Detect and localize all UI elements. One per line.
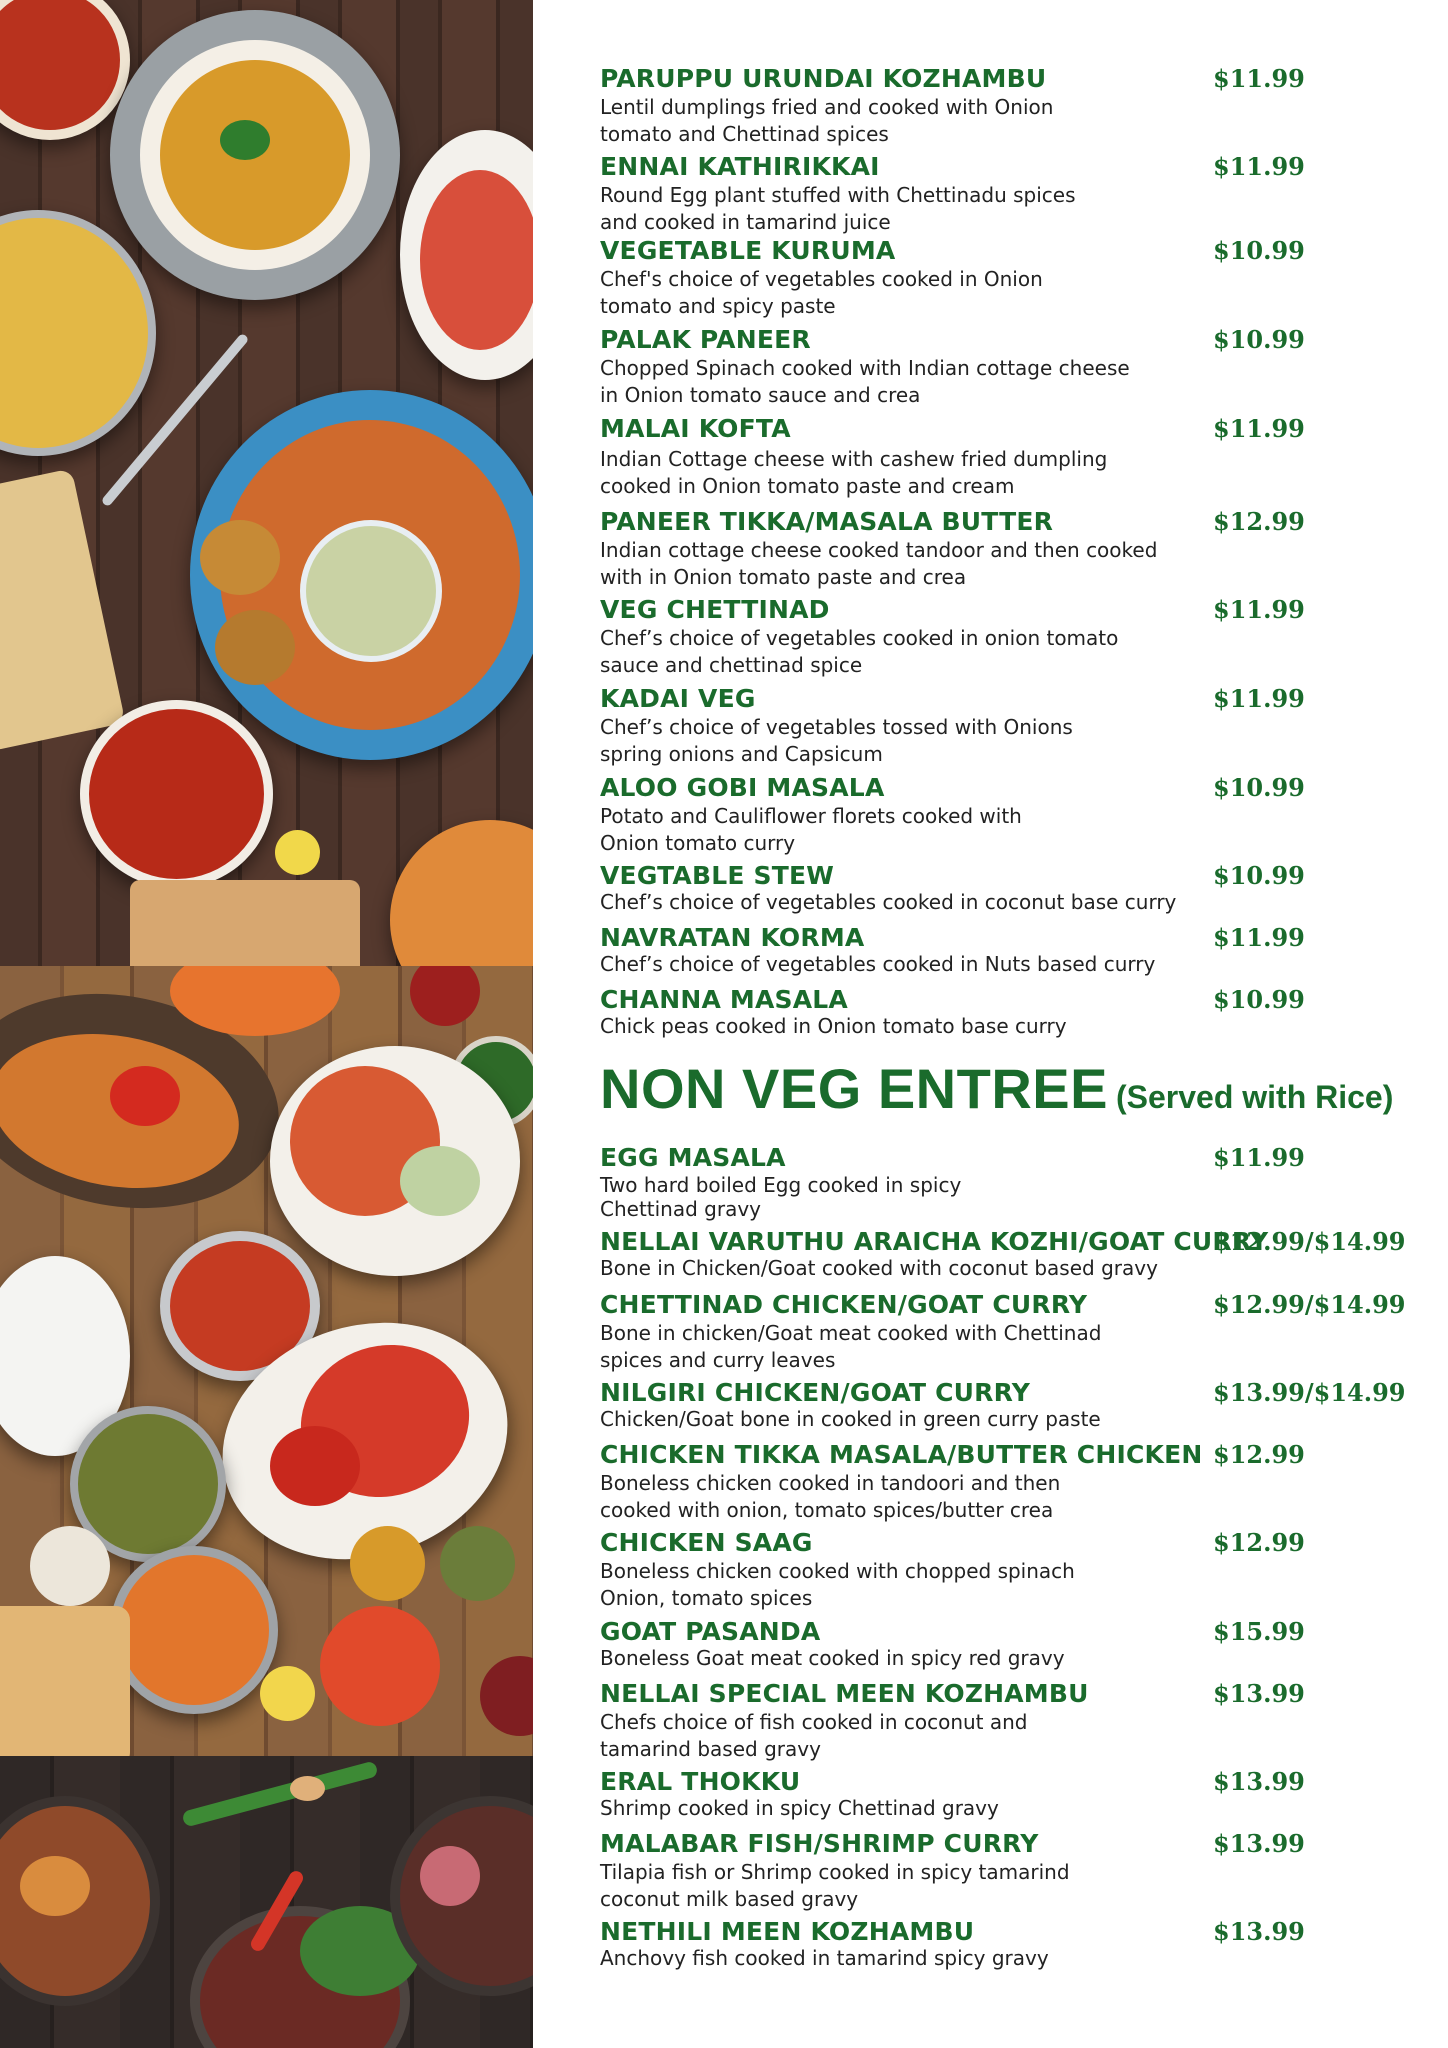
- item-description: Chicken/Goat bone in cooked in green curry paste: [600, 1407, 1101, 1431]
- item-name: PALAK PANEER: [600, 325, 811, 354]
- item-price: $11.99: [1213, 684, 1305, 713]
- item-name: NILGIRI CHICKEN/GOAT CURRY: [600, 1378, 1031, 1407]
- item-description: Bone in Chicken/Goat cooked with coconut based gravy: [600, 1256, 1158, 1280]
- item-price: $11.99: [1213, 923, 1305, 952]
- item-price: $11.99: [1213, 64, 1305, 93]
- item-price: $15.99: [1213, 1617, 1305, 1646]
- item-description: Indian cottage cheese cooked tandoor and then cooked with in Onion tomato paste and crea: [600, 538, 1158, 589]
- item-price: $10.99: [1213, 985, 1305, 1014]
- item-description: Potato and Cauliflower florets cooked with Onion tomato curry: [600, 804, 1022, 855]
- item-name: ENNAI KATHIRIKKAI: [600, 152, 880, 181]
- item-name: NETHILI MEEN KOZHAMBU: [600, 1917, 975, 1946]
- item-name: GOAT PASANDA: [600, 1617, 821, 1646]
- item-description: Chef’s choice of vegetables cooked in onion tomato sauce and chettinad spice: [600, 626, 1119, 677]
- item-name: NAVRATAN KORMA: [600, 923, 865, 952]
- item-price: $10.99: [1213, 861, 1305, 890]
- menu-column: [600, 0, 1406, 2048]
- item-name: MALAI KOFTA: [600, 414, 791, 443]
- item-price: $13.99: [1213, 1679, 1305, 1708]
- item-name: VEG CHETTINAD: [600, 595, 830, 624]
- item-name: ERAL THOKKU: [600, 1767, 801, 1796]
- item-price: $11.99: [1213, 152, 1305, 181]
- food-photo-bottom: [0, 1756, 533, 2048]
- item-description: Chef's choice of vegetables cooked in Onion tomato and spicy paste: [600, 267, 1043, 318]
- section-title: NON VEG ENTREE: [600, 1057, 1108, 1120]
- item-price: $11.99: [1213, 414, 1305, 443]
- item-price: $12.99: [1213, 1528, 1305, 1557]
- item-name: EGG MASALA: [600, 1143, 786, 1172]
- item-name: NELLAI SPECIAL MEEN KOZHAMBU: [600, 1679, 1089, 1708]
- item-name: CHICKEN SAAG: [600, 1528, 813, 1557]
- item-price: $11.99: [1213, 595, 1305, 624]
- item-name: KADAI VEG: [600, 684, 756, 713]
- item-price: $13.99: [1213, 1829, 1305, 1858]
- item-description: Chef’s choice of vegetables cooked in Nuts based curry: [600, 952, 1156, 976]
- item-price: $10.99: [1213, 773, 1305, 802]
- item-price: $12.99/$14.99: [1213, 1227, 1406, 1256]
- food-photo-column: [0, 0, 533, 2048]
- item-name: PARUPPU URUNDAI KOZHAMBU: [600, 64, 1047, 93]
- item-name: CHETTINAD CHICKEN/GOAT CURRY: [600, 1290, 1088, 1319]
- food-photo-middle: [0, 966, 533, 1756]
- item-name: CHANNA MASALA: [600, 985, 848, 1014]
- item-description: Lentil dumplings fried and cooked with Onion tomato and Chettinad spices: [600, 95, 1054, 146]
- item-price: $12.99/$14.99: [1213, 1290, 1406, 1319]
- item-name: NELLAI VARUTHU ARAICHA KOZHI/GOAT CURRY: [600, 1227, 1269, 1256]
- item-price: $12.99: [1213, 1440, 1305, 1469]
- item-description: Boneless chicken cooked in tandoori and then cooked with onion, tomato spices/butter crea: [600, 1471, 1061, 1522]
- item-description: Chick peas cooked in Onion tomato base curry: [600, 1014, 1067, 1038]
- item-price: $12.99: [1213, 507, 1305, 536]
- item-price: $11.99: [1213, 1143, 1305, 1172]
- item-price: $10.99: [1213, 236, 1305, 265]
- item-name: PANEER TIKKA/MASALA BUTTER: [600, 507, 1054, 536]
- item-name: CHICKEN TIKKA MASALA/BUTTER CHICKEN: [600, 1440, 1203, 1469]
- item-description: Indian Cottage cheese with cashew fried dumpling cooked in Onion tomato paste and cream: [600, 447, 1108, 498]
- item-name: VEGTABLE STEW: [600, 861, 835, 890]
- item-price: $13.99/$14.99: [1213, 1378, 1406, 1407]
- item-price: $13.99: [1213, 1767, 1305, 1796]
- item-description: Chef’s choice of vegetables cooked in coconut base curry: [600, 890, 1177, 914]
- item-name: ALOO GOBI MASALA: [600, 773, 885, 802]
- item-description: Chefs choice of fish cooked in coconut and tamarind based gravy: [600, 1710, 1028, 1761]
- item-name: MALABAR FISH/SHRIMP CURRY: [600, 1829, 1039, 1858]
- section-subtitle: (Served with Rice): [1115, 1079, 1394, 1115]
- section-heading: [600, 1056, 1393, 1121]
- food-photo-top: [0, 0, 533, 966]
- item-description: Boneless chicken cooked with chopped spinach Onion, tomato spices: [600, 1559, 1075, 1610]
- item-description: Round Egg plant stuffed with Chettinadu spices and cooked in tamarind juice: [600, 183, 1076, 234]
- item-description: Two hard boiled Egg cooked in spicy Chettinad gravy: [600, 1173, 962, 1221]
- item-description: Boneless Goat meat cooked in spicy red gravy: [600, 1646, 1065, 1670]
- item-description: Tilapia fish or Shrimp cooked in spicy tamarind coconut milk based gravy: [600, 1860, 1070, 1911]
- item-price: $13.99: [1213, 1917, 1305, 1946]
- item-description: Chopped Spinach cooked with Indian cottage cheese in Onion tomato sauce and crea: [600, 356, 1130, 407]
- item-description: Bone in chicken/Goat meat cooked with Chettinad spices and curry leaves: [600, 1321, 1102, 1372]
- item-name: VEGETABLE KURUMA: [600, 236, 896, 265]
- item-description: Anchovy fish cooked in tamarind spicy gravy: [600, 1946, 1049, 1970]
- item-description: Shrimp cooked in spicy Chettinad gravy: [600, 1796, 999, 1820]
- item-description: Chef’s choice of vegetables tossed with Onions spring onions and Capsicum: [600, 715, 1073, 766]
- item-price: $10.99: [1213, 325, 1305, 354]
